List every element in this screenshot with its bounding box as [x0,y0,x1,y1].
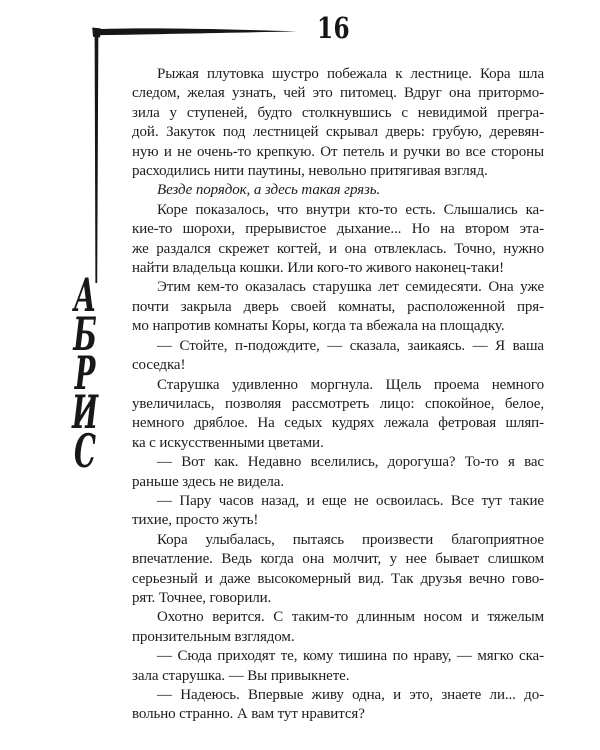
text-line: — Надеюсь. Впервые живу одна, и это, знаете ли... до- [157,687,544,703]
margin-letter: С [74,424,96,478]
text-line: — Стойте, п-подождите, — сказала, заикаясь. — Я ваша [157,337,544,354]
text-line: расходились нити паутины, невольно притягивая взгляд. [132,163,488,180]
paragraph [132,278,544,336]
paragraph [132,337,544,376]
text-line: увеличилась, позволяя рассмотреть лицо: спокойное, белое, [132,395,544,412]
text-line: Везде порядок, а здесь такая грязь. [157,182,381,199]
text-line: соседка! [132,357,186,374]
paragraph [132,65,544,181]
margin-letter: Р [74,346,96,400]
page-number: 16 [317,11,351,45]
text-line: ка с искусственными цветами. [132,434,324,451]
paragraph [132,453,544,492]
text-line: вольно странно. А вам тут нравится? [132,706,365,723]
margin-letter: Б [73,307,97,361]
text-line: впечатление. Ведь когда она молчит, у нее бывает слишком [132,551,544,568]
paragraph [132,686,544,725]
text-line: ную и не очень-то крепкую. От петель и ручки во все стороны [132,143,544,160]
paragraph [132,201,544,279]
paragraph [132,647,544,686]
text-line: немного дряблое. На седых кудрях лежала фетровая шляп- [132,415,544,432]
text-line: Старушка удивленно моргнула. Щель проема немного [157,376,544,393]
horizontal-rule [94,28,297,35]
paragraph [132,181,544,200]
text-line: рят. Точнее, говорили. [132,589,272,606]
text-line: — Сюда приходят те, кому тишина по нраву, — мягко ска- [157,648,544,665]
text-line: кие-то шорохи, прерывистое дыхание... Но на втором эта- [132,221,544,238]
text-line: мо напротив комнаты Коры, когда та вбежала на площадку. [132,318,505,335]
text-line: зала старушка. — Вы привыкнете. [132,667,350,684]
text-line: найти владельца кошки. Или кого-то живого наконец-таки! [132,260,505,277]
margin-letter: И [71,385,99,439]
text-line: тихие, просто жуть! [132,512,259,529]
paragraph [132,608,544,647]
text-line: Кора улыбалась, пытаясь произвести благоприятное [157,531,544,548]
page-text [132,65,544,725]
text-line: Охотно верится. С таким-то длинным носом и тяжелым [157,609,544,626]
vertical-rule [95,28,99,283]
margin-vertical-word [71,268,99,478]
text-line: — Вот как. Недавно вселились, дорогуша? То-то я вас [157,454,544,471]
text-line: Этим кем-то оказалась старушка лет семидесяти. Она уже [157,279,544,296]
text-line: же раздался скрежет когтей, и она отвлеклась. Точно, нужно [132,240,544,257]
text-line: почти закрыла дверь своей комнаты, расположенной пря- [132,298,544,315]
text-line: следом, желая узнать, чей это питомец. Вдруг она притормо- [132,85,544,102]
text-line: зила у ступеней, будто столкнувшись с невидимой прегра- [132,104,544,121]
paragraph [132,531,544,609]
paragraph [132,376,544,454]
paragraph [132,492,544,531]
text-line: серьезный и даже высокомерный вид. Так друзья вечно гово- [132,570,544,587]
text-line: Рыжая плутовка шустро побежала к лестнице. Кора шла [157,66,544,82]
text-line: — Пару часов назад, и еще не освоилась. Все тут такие [157,492,544,509]
text-line: дой. Закуток под лестницей скрывал дверь: грубую, деревян- [132,124,544,141]
text-line: Коре показалось, что внутри кто-то есть. Слышались ка- [157,201,544,218]
margin-letter: А [73,268,97,322]
text-line: раньше здесь не видела. [132,473,284,490]
text-line: пронзительным взглядом. [132,628,295,645]
